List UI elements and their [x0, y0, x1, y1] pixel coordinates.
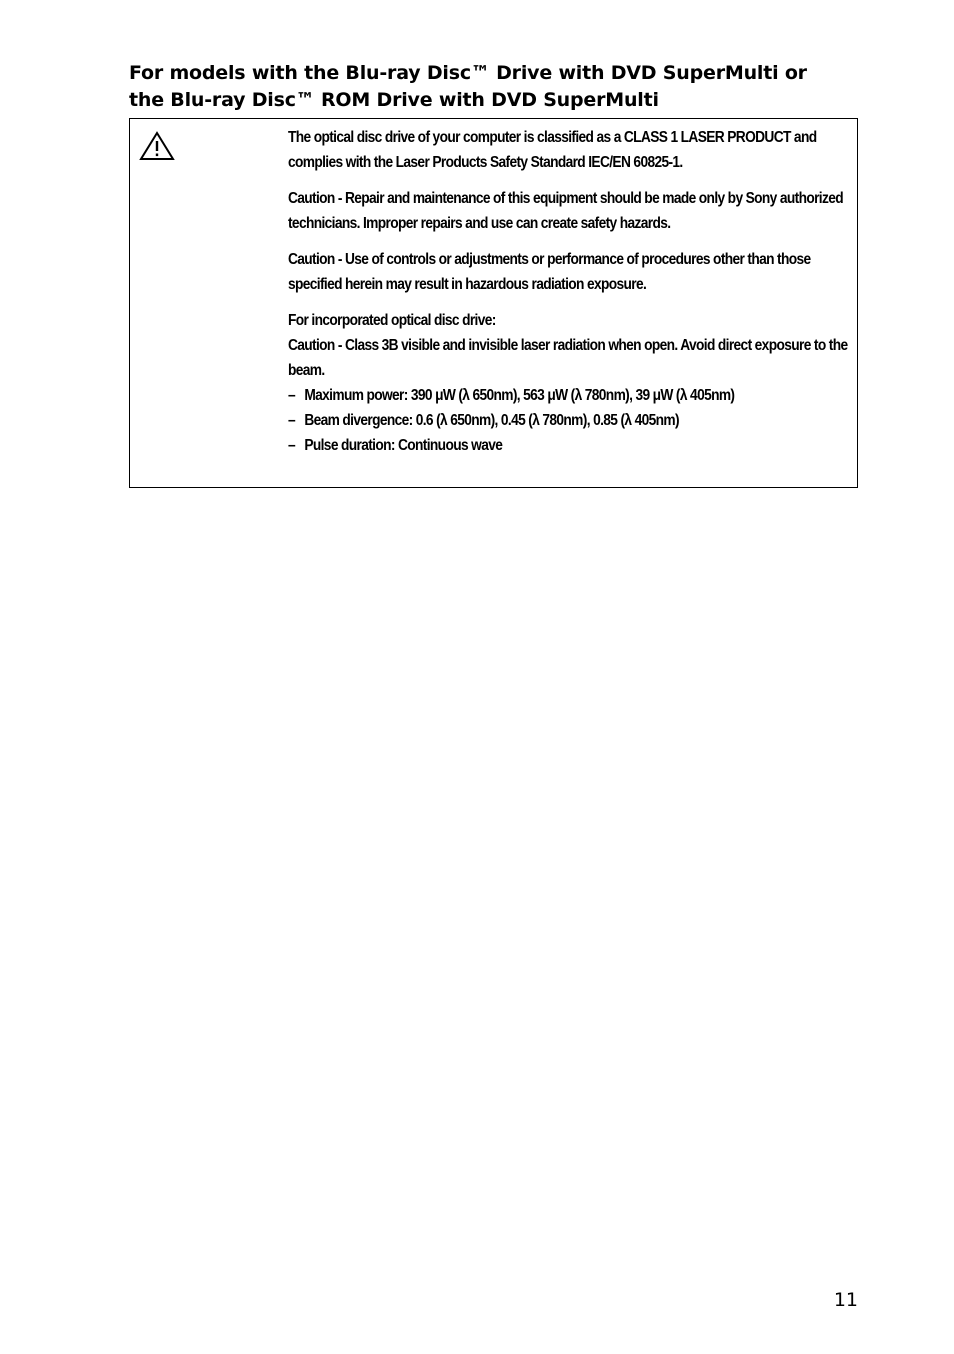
repair-caution-paragraph: Caution - Repair and maintenance of this equipment should be made only by Sony authorized technicians. Improper repairs and use can create safety hazards. [288, 190, 843, 232]
spec-pulse-duration: Pulse duration: Continuous wave [304, 437, 503, 454]
incorporated-drive-title: For incorporated optical disc drive: [288, 312, 496, 329]
dash-bullet: – [288, 387, 296, 404]
spec-max-power: Maximum power: 390 μW (λ 650nm), 563 μW (λ 780nm), 39 μW (λ 405nm) [304, 387, 735, 404]
list-item [288, 383, 852, 408]
class-3b-caution: Caution - Class 3B visible and invisible laser radiation when open. Avoid direct exposure to the beam. [288, 337, 848, 379]
laser-warning-box [129, 118, 858, 488]
spec-beam-divergence: Beam divergence: 0.6 (λ 650nm), 0.45 (λ 780nm), 0.85 (λ 405nm) [304, 412, 679, 429]
laser-class-paragraph: The optical disc drive of your computer is classified as a CLASS 1 LASER PRODUCT and complies with the Laser Products Safety Standard IEC/EN 60825-1. [288, 129, 817, 171]
dash-bullet: – [288, 412, 296, 429]
page-number: 11 [833, 1289, 858, 1311]
warning-content [288, 125, 852, 458]
list-item [288, 433, 852, 458]
section-heading-line-1: For models with the Blu-ray Disc™ Drive with DVD SuperMulti or [129, 62, 807, 84]
list-item [288, 408, 852, 433]
dash-bullet: – [288, 437, 296, 454]
warning-triangle-icon [139, 131, 175, 161]
controls-caution-paragraph: Caution - Use of controls or adjustments or performance of procedures other than those specified herein may result in hazardous radiation exposure. [288, 251, 811, 293]
section-heading-line-2: the Blu-ray Disc™ ROM Drive with DVD SuperMulti [129, 89, 659, 111]
incorporated-drive-section [288, 308, 852, 458]
section-heading [129, 60, 869, 114]
laser-spec-list [288, 383, 852, 458]
